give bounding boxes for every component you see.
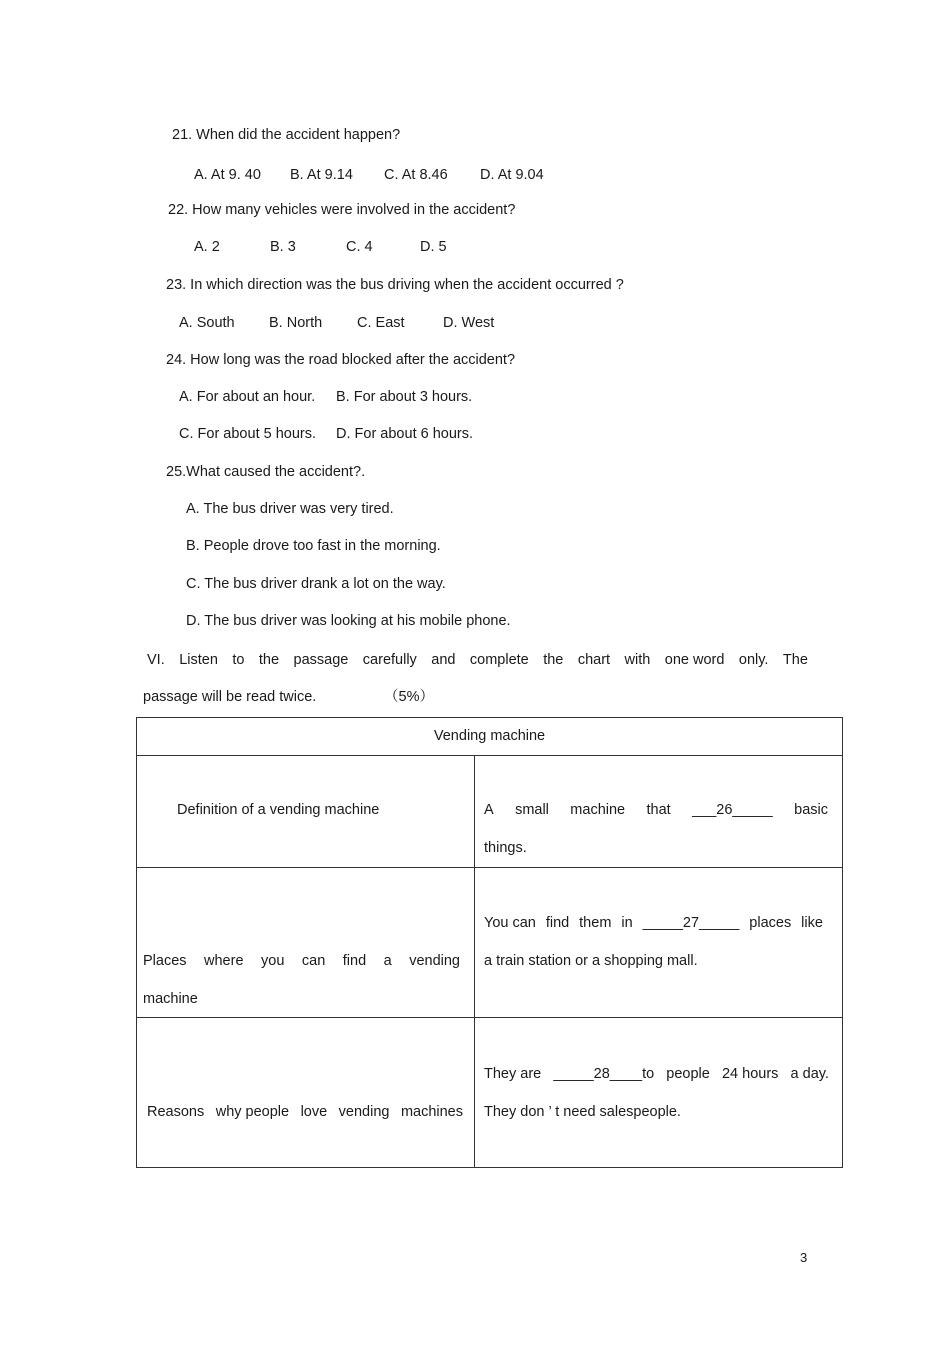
row-definition-content-line2: things. bbox=[484, 840, 527, 856]
question-21-stem: 21. When did the accident happen? bbox=[172, 127, 401, 143]
table-header: Vending machine bbox=[433, 728, 546, 744]
row-places-label-line2: machine bbox=[143, 991, 198, 1007]
row-places-label-line1: Places where you can find a vending bbox=[143, 953, 460, 969]
page-number: 3 bbox=[800, 1250, 808, 1265]
q23-option-c: C. East bbox=[357, 315, 405, 331]
q21-option-d: D. At 9.04 bbox=[480, 167, 544, 183]
q21-option-b: B. At 9.14 bbox=[290, 167, 353, 183]
q22-option-d: D. 5 bbox=[420, 239, 447, 255]
row-places-content-line2: a train station or a shopping mall. bbox=[484, 953, 698, 969]
question-25-stem: 25.What caused the accident?. bbox=[166, 464, 366, 480]
row-definition-content-line1: A small machine that ___26_____ basic bbox=[484, 802, 828, 818]
row-reasons-label: Reasons why people love vending machines bbox=[147, 1104, 463, 1120]
q23-option-a: A. South bbox=[179, 315, 235, 331]
q22-option-a: A. 2 bbox=[194, 239, 220, 255]
question-22-stem: 22. How many vehicles were involved in the accident? bbox=[168, 202, 516, 218]
row-reasons-content-line2: They don ’ t need salespeople. bbox=[484, 1104, 681, 1120]
q21-option-a: A. At 9. 40 bbox=[194, 167, 261, 183]
q25-option-c: C. The bus driver drank a lot on the way. bbox=[186, 576, 446, 592]
q24-option-b: B. For about 3 hours. bbox=[336, 389, 473, 405]
q23-option-b: B. North bbox=[269, 315, 323, 331]
q23-option-d: D. West bbox=[443, 315, 495, 331]
q25-option-a: A. The bus driver was very tired. bbox=[186, 501, 394, 517]
q25-option-d: D. The bus driver was looking at his mobile phone. bbox=[186, 613, 511, 629]
q21-option-c: C. At 8.46 bbox=[384, 167, 448, 183]
section-points: （5%） bbox=[384, 689, 434, 705]
row-places-content-line1: You can find them in _____27_____ places like bbox=[484, 915, 823, 931]
question-24-stem: 24. How long was the road blocked after the accident? bbox=[166, 352, 516, 368]
q22-option-c: C. 4 bbox=[346, 239, 373, 255]
q24-option-c: C. For about 5 hours. bbox=[179, 426, 317, 442]
row-reasons-content-line1: They are _____28____to people 24 hours a day. bbox=[484, 1066, 829, 1082]
q22-option-b: B. 3 bbox=[270, 239, 296, 255]
q24-option-a: A. For about an hour. bbox=[179, 389, 316, 405]
question-23-stem: 23. In which direction was the bus driving when the accident occurred ? bbox=[166, 277, 624, 293]
row-definition-label: Definition of a vending machine bbox=[177, 802, 380, 818]
q25-option-b: B. People drove too fast in the morning. bbox=[186, 538, 441, 554]
q24-option-d: D. For about 6 hours. bbox=[336, 426, 474, 442]
section-instructions-line2: passage will be read twice. bbox=[143, 689, 317, 705]
vending-machine-chart bbox=[136, 717, 843, 1168]
section-instructions-line1: VI. Listen to the passage carefully and complete the chart with one word only. The bbox=[147, 652, 808, 668]
